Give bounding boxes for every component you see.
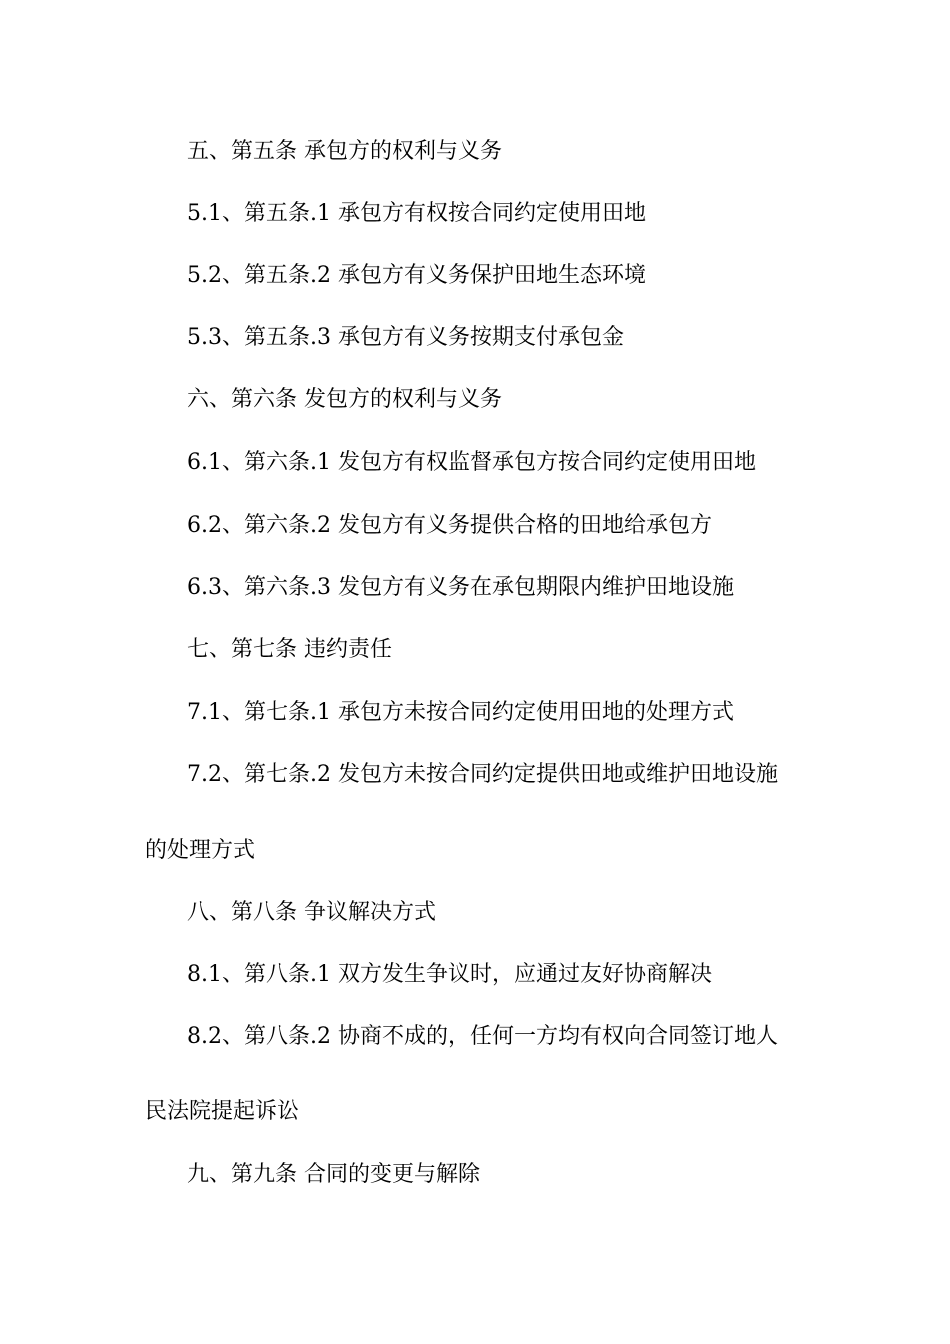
section-5-heading: 五、第五条 承包方的权利与义务 — [187, 139, 502, 164]
section-7-heading: 七、第七条 违约责任 — [187, 637, 392, 662]
clause-6-2: 6.2、第六条.2 发包方有义务提供合格的田地给承包方 — [187, 513, 712, 538]
clause-7-2: 7.2、第七条.2 发包方未按合同约定提供田地或维护田地设施 — [187, 762, 778, 787]
clause-5-2: 5.2、第五条.2 承包方有义务保护田地生态环境 — [187, 263, 646, 288]
clause-7-2-continuation: 的处理方式 — [145, 838, 256, 863]
clause-6-3: 6.3、第六条.3 发包方有义务在承包期限内维护田地设施 — [187, 575, 734, 600]
clause-8-2: 8.2、第八条.2 协商不成的，任何一方均有权向合同签订地人 — [187, 1024, 778, 1049]
section-6-heading: 六、第六条 发包方的权利与义务 — [187, 387, 502, 412]
clause-8-1: 8.1、第八条.1 双方发生争议时，应通过友好协商解决 — [187, 962, 712, 987]
clause-6-1: 6.1、第六条.1 发包方有权监督承包方按合同约定使用田地 — [187, 450, 756, 475]
clause-8-2-continuation: 民法院提起诉讼 — [145, 1099, 300, 1124]
clause-5-3: 5.3、第五条.3 承包方有义务按期支付承包金 — [187, 325, 624, 350]
section-8-heading: 八、第八条 争议解决方式 — [187, 900, 436, 925]
clause-5-1: 5.1、第五条.1 承包方有权按合同约定使用田地 — [187, 201, 646, 226]
clause-7-1: 7.1、第七条.1 承包方未按合同约定使用田地的处理方式 — [187, 700, 734, 725]
section-9-heading: 九、第九条 合同的变更与解除 — [187, 1162, 480, 1187]
